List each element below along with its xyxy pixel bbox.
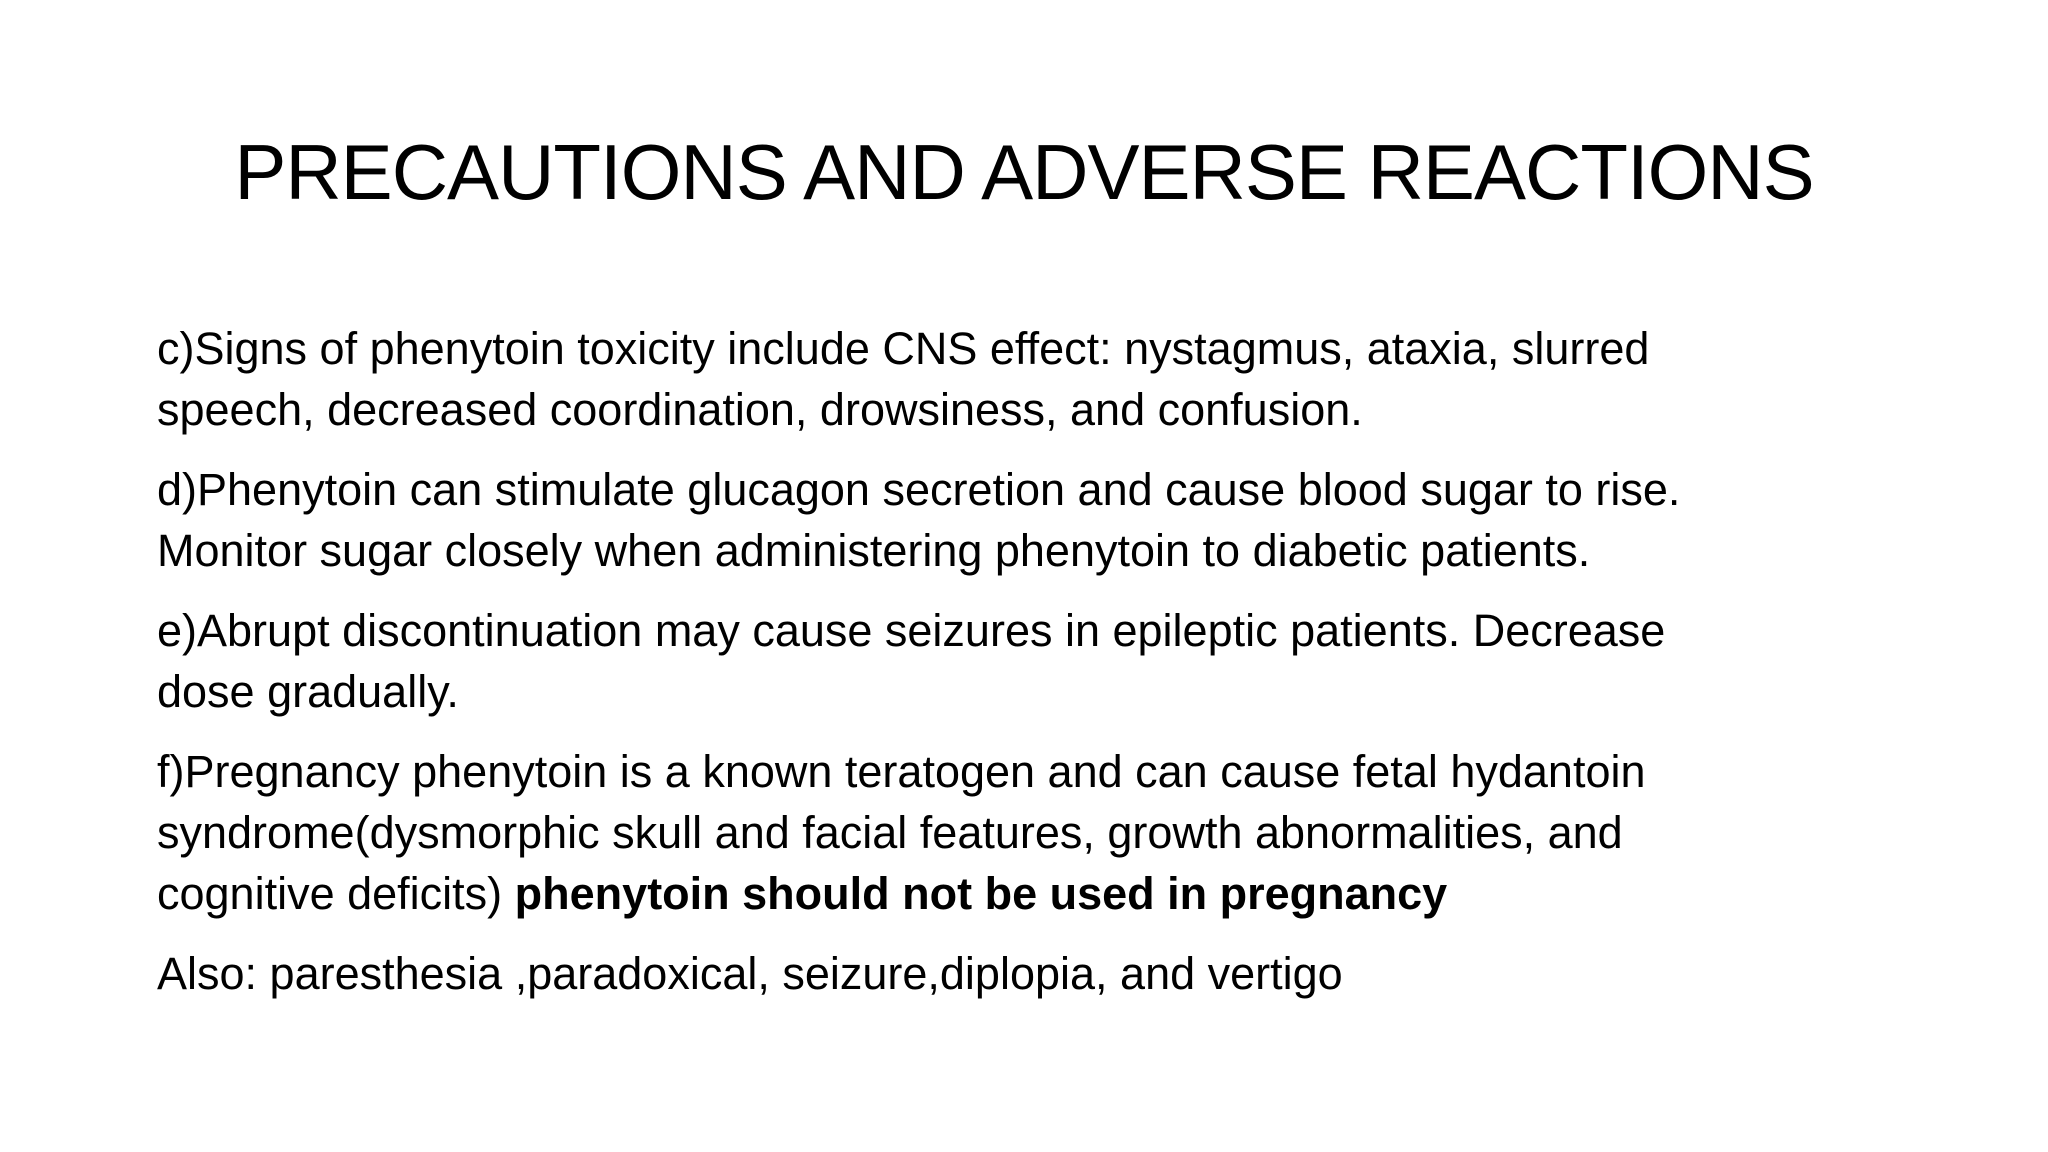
slide-title: PRECAUTIONS AND ADVERSE REACTIONS xyxy=(234,128,1814,216)
bullet-e-line-2: dose gradually. xyxy=(157,666,459,717)
bullet-item-e xyxy=(157,600,1957,722)
bullet-e-line-1: e)Abrupt discontinuation may cause seizures in epileptic patients. Decrease xyxy=(157,605,1666,656)
bullet-f-line-2: syndrome(dysmorphic skull and facial features, growth abnormalities, and xyxy=(157,807,1623,858)
bullet-c-line-1: c)Signs of phenytoin toxicity include CNS effect: nystagmus, ataxia, slurred xyxy=(157,323,1650,374)
bullet-c-line-2: speech, decreased coordination, drowsiness, and confusion. xyxy=(157,384,1363,435)
bullet-d-line-1: d)Phenytoin can stimulate glucagon secretion and cause blood sugar to rise. xyxy=(157,464,1681,515)
bullet-item-f xyxy=(157,741,1957,924)
bullet-also-line-1: Also: paresthesia ,paradoxical, seizure,diplopia, and vertigo xyxy=(157,948,1343,999)
bullet-f-line-1: f)Pregnancy phenytoin is a known teratogen and can cause fetal hydantoin xyxy=(157,746,1646,797)
bullet-item-also xyxy=(157,943,1957,1004)
slide-body xyxy=(157,318,1957,1023)
bullet-item-d xyxy=(157,459,1957,581)
bullet-item-c xyxy=(157,318,1957,440)
bullet-f-line-3: cognitive deficits) xyxy=(157,868,503,919)
bullet-f-emphasis: phenytoin should not be used in pregnancy xyxy=(514,868,1448,919)
bullet-d-line-2: Monitor sugar closely when administering phenytoin to diabetic patients. xyxy=(157,525,1591,576)
